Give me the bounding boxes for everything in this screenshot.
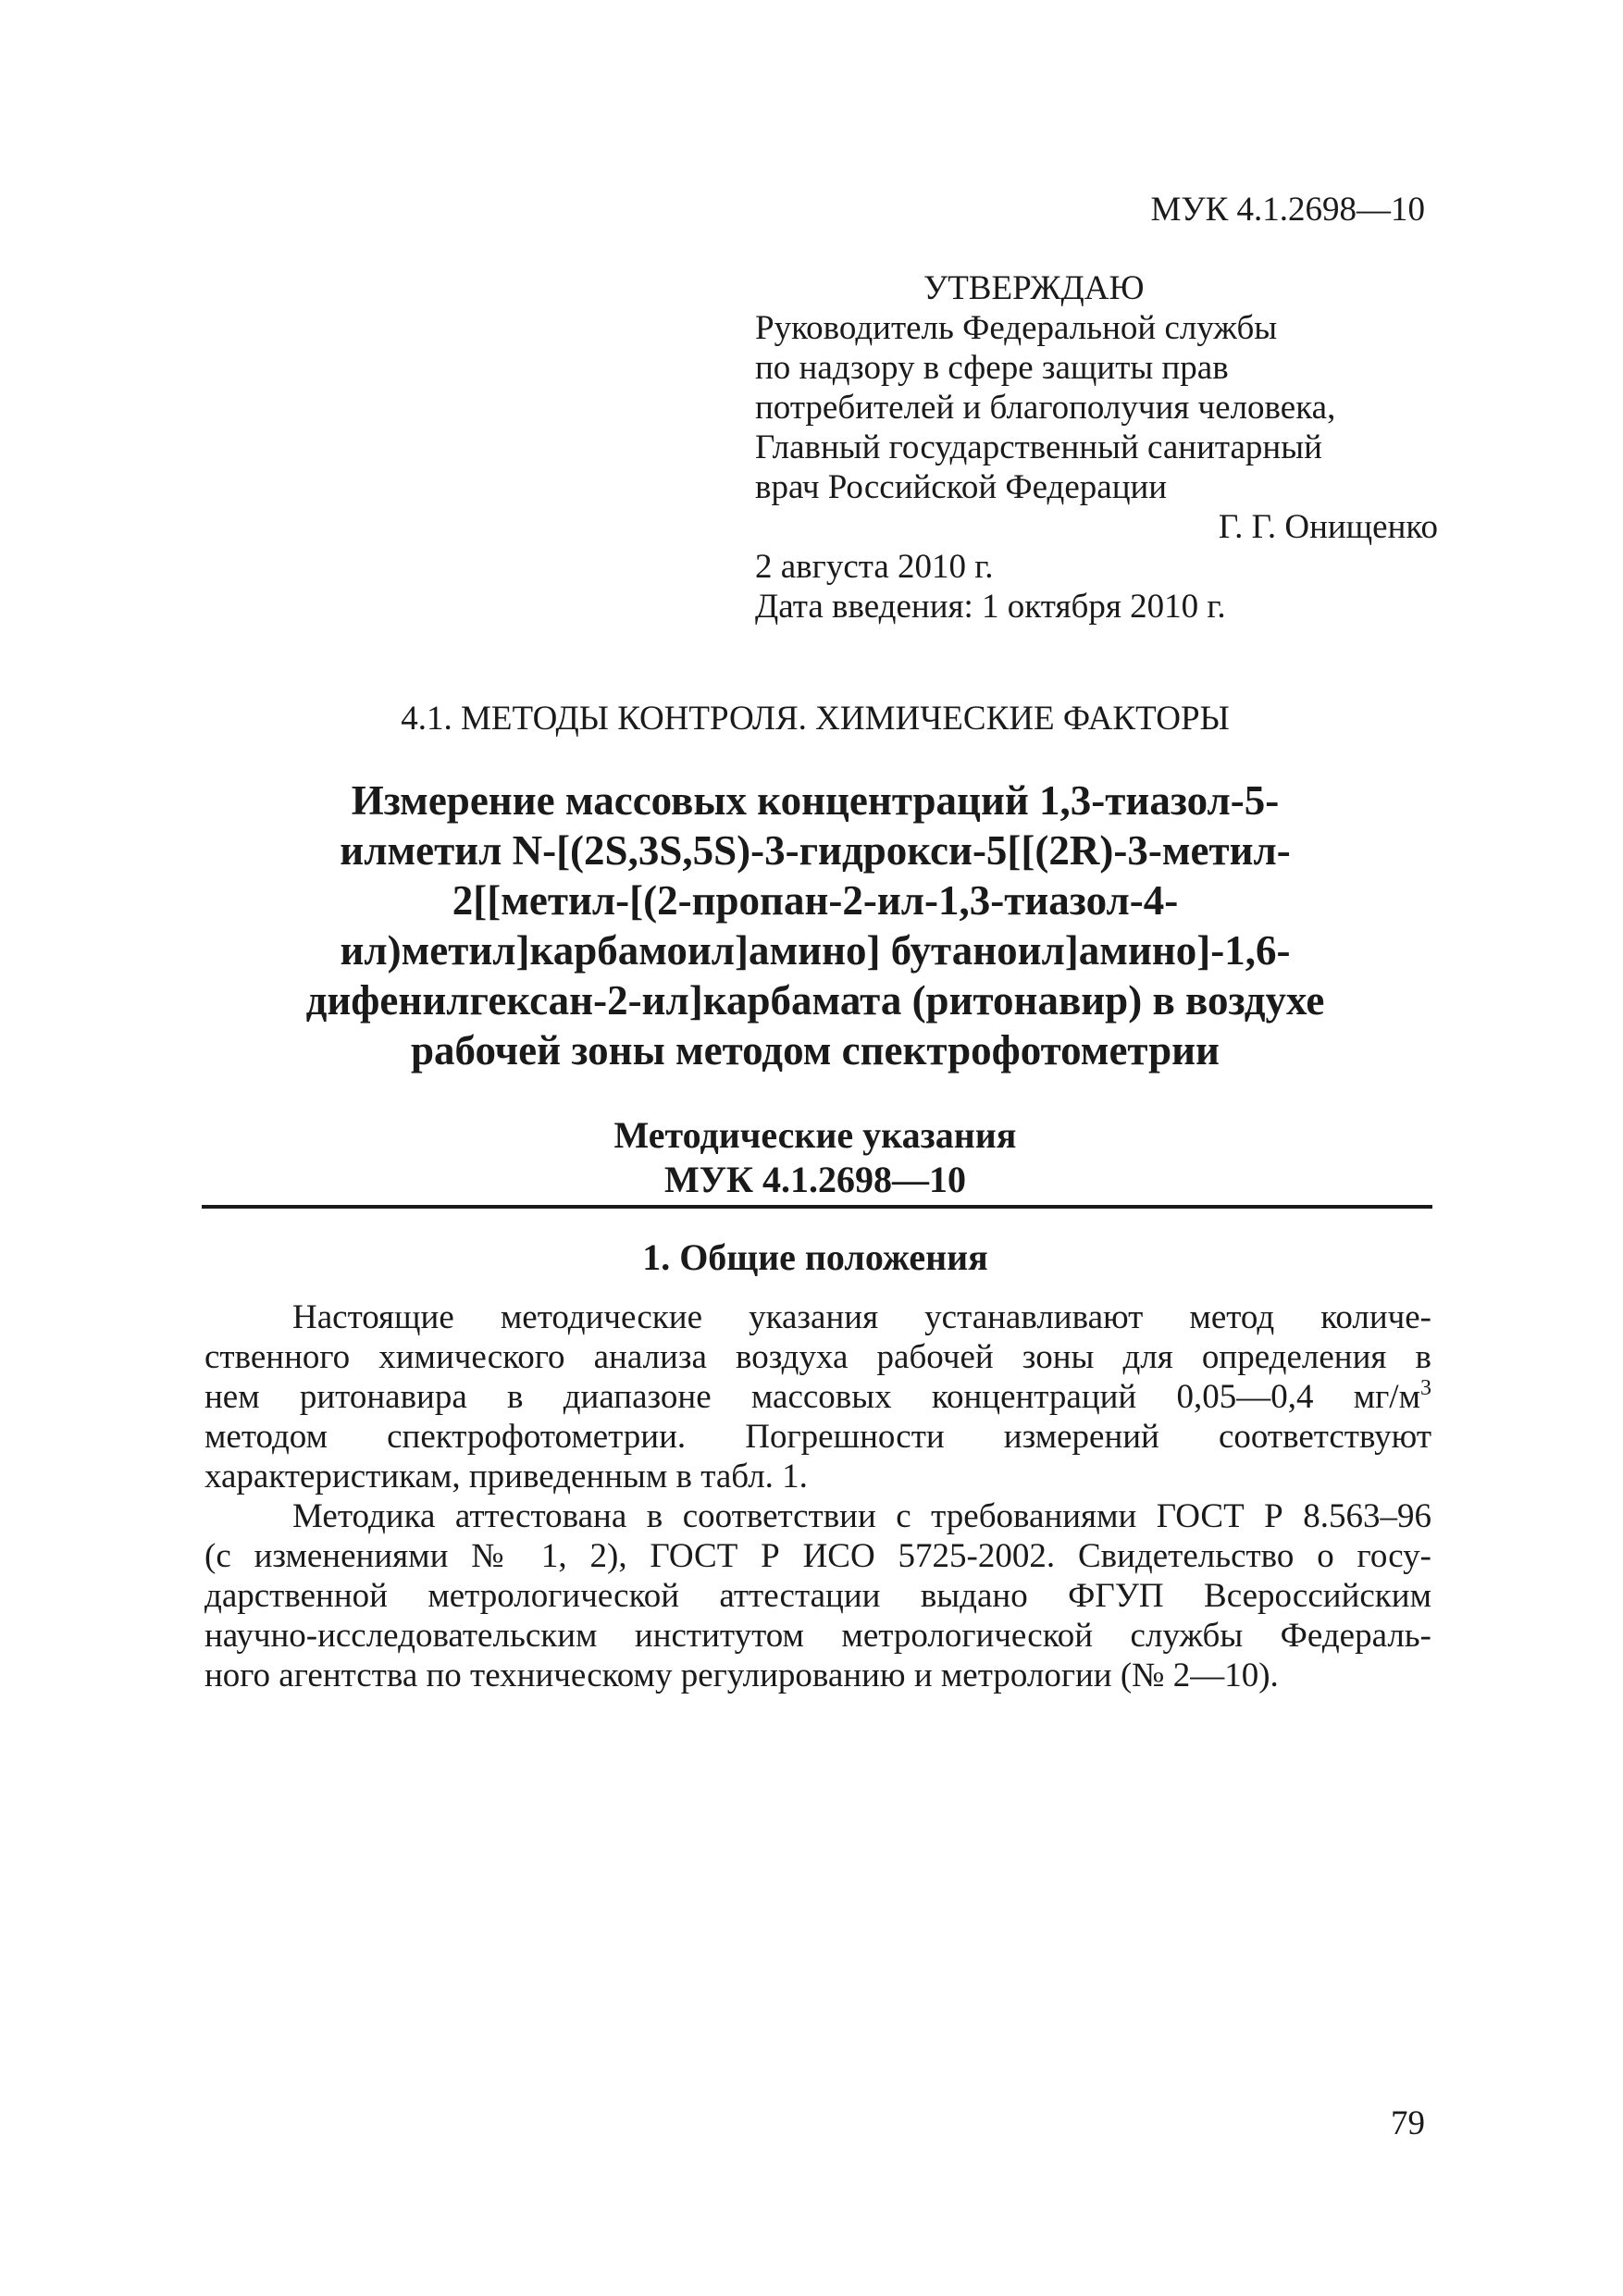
document-type-label: Методические указания: [613, 1114, 1017, 1156]
title-line: Измерение массовых концентраций 1,3-тиазол-5-: [351, 777, 1280, 824]
paragraph-line: методом спектрофотометрии. Погрешности измерений соответствуют: [204, 1418, 1431, 1456]
unit-exponent: 3: [1420, 1376, 1431, 1400]
approval-block: [755, 268, 1440, 627]
paragraph-line: дарственной метрологической аттестации выдано ФГУП Всероссийским: [204, 1577, 1431, 1615]
section-body: [204, 1297, 1431, 1695]
effective-date: Дата введения: 1 октября 2010 г.: [755, 588, 1226, 626]
document-type: [204, 1113, 1427, 1202]
page-number: 79: [1391, 2104, 1425, 2142]
title-line: илметил N-[(2S,3S,5S)-3-гидрокси-5[[(2R)-3-метил-: [340, 827, 1291, 874]
paragraph-line: ного агентства по техническому регулированию и метрологии (№ 2—10).: [204, 1657, 1279, 1694]
paragraph-line: характеристикам, приведенным в табл. 1.: [204, 1458, 808, 1496]
concentration-range-text: нем ритонавира в диапазоне массовых концентраций 0,05—0,4 мг/м: [204, 1378, 1420, 1416]
approver-position-line: Руководитель Федеральной службы: [755, 309, 1278, 347]
approver-position-line: врач Российской Федерации: [755, 468, 1168, 506]
paragraph-line: научно-исследовательским институтом метрологической службы Федераль-: [204, 1617, 1431, 1655]
title-line: рабочей зоны методом спектрофотометрии: [411, 1027, 1220, 1074]
document-type-code: МУК 4.1.2698—10: [663, 1159, 967, 1200]
approver-name: Г. Г. Онищенко: [1218, 508, 1438, 546]
paragraph-line: [204, 1377, 1431, 1417]
section-title: 1. Общие положения: [642, 1236, 988, 1278]
approval-heading: УТВЕРЖДАЮ: [923, 269, 1145, 307]
paragraph-line: ственного химического анализа воздуха рабочей зоны для определения в: [204, 1338, 1431, 1376]
document-title: [204, 776, 1427, 1075]
paragraph-line: Настоящие методические указания устанавливают метод количе-: [292, 1298, 1431, 1336]
approval-date: 2 августа 2010 г.: [755, 548, 994, 586]
approver-position-line: по надзору в сфере защиты прав: [755, 349, 1229, 387]
horizontal-rule: [202, 1205, 1432, 1209]
paragraph-line: (с изменениями № 1, 2), ГОСТ Р ИСО 5725-2002. Свидетельство о госу-: [204, 1537, 1431, 1575]
document-code: МУК 4.1.2698—10: [1150, 191, 1425, 229]
title-line: ил)метил]карбамоил]амино] бутаноил]амино]-1,6-: [340, 927, 1291, 974]
title-line: дифенилгексан-2-ил]карбамата (ритонавир) в воздухе: [305, 977, 1325, 1024]
approver-position-line: Главный государственный санитарный: [755, 428, 1322, 466]
approver-position-line: потребителей и благополучия человека,: [755, 389, 1336, 427]
title-line: 2[[метил-[(2-пропан-2-ил-1,3-тиазол-4-: [452, 877, 1179, 924]
section-header: 4.1. МЕТОДЫ КОНТРОЛЯ. ХИМИЧЕСКИЕ ФАКТОРЫ: [401, 700, 1230, 738]
paragraph-line: Методика аттестована в соответствии с требованиями ГОСТ Р 8.563–96: [292, 1497, 1431, 1535]
